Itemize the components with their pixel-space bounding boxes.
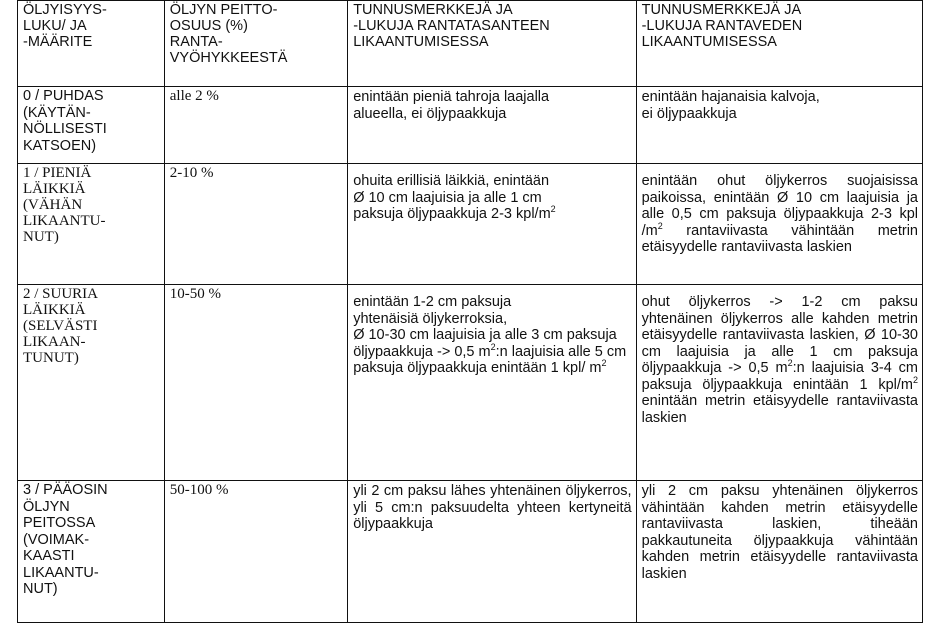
- superscript: 2: [601, 358, 607, 368]
- class-cell: 2 / SUURIA LÄIKKIÄ (SELVÄSTI LIKAAN- TUNUT): [18, 285, 165, 481]
- superscript: 2: [787, 358, 793, 368]
- shore-text-continued: :n laajuisia alle 5 cm paksuja öljypaakkuja enintään 1 kpl/ m: [353, 343, 627, 376]
- table-row: [18, 481, 923, 623]
- class-cell: 1 / PIENIÄ LÄIKKIÄ (VÄHÄN LIKAANTU- NUT): [18, 164, 165, 285]
- header-coverage: ÖLJYN PEITTO- OSUUS (%) RANTA- VYÖHYKKEESTÄ: [164, 1, 347, 87]
- header-oil-class: ÖLJYISYYS- LUKU/ JA -MÄÄRITE: [18, 1, 165, 87]
- header-shore-features: TUNNUSMERKKEJÄ JA -LUKUJA RANTATASANTEEN LIKAANTUMISESSA: [348, 1, 636, 87]
- class-cell: 0 / PUHDAS (KÄYTÄN- NÖLLISESTI KATSOEN): [18, 87, 165, 164]
- shore-cell: [348, 164, 636, 285]
- superscript: 2: [550, 204, 556, 214]
- water-text-end: enintään metrin etäisyydelle rantaviivasta laskien: [641, 393, 918, 426]
- coverage-cell: 50-100 %: [164, 481, 347, 623]
- water-text: ohut öljykerros -> 1-2 cm paksu yhtenäinen öljykerros alle kahden metrin etäisyydelle rantaviivasta laskien, Ø 10-30 cm laajuisia ja alle 1 cm paksuja öljypaakkuja -> 0,5 m: [641, 294, 918, 376]
- water-cell: enintään hajanaisia kalvoja, ei öljypaakkuja: [636, 87, 922, 164]
- water-cell: yli 2 cm paksu yhtenäinen öljykerros vähintään kahden metrin etäisyydelle rantaviivasta laskien, tiheään pakkautuneita öljypaakkuja vähintään kahden metrin etäisyydelle rantaviivasta laskien: [636, 481, 922, 623]
- water-cell: [636, 285, 922, 481]
- table-row: [18, 164, 923, 285]
- table-row: [18, 285, 923, 481]
- shore-text: ohuita erillisiä läikkiä, enintään Ø 10 cm laajuisia ja alle 1 cm paksuja öljypaakkuja 2-3 kpl/m: [353, 173, 551, 222]
- coverage-cell: alle 2 %: [164, 87, 347, 164]
- shore-cell: yli 2 cm paksu lähes yhtenäinen öljykerros, yli 5 cm:n paksuudelta yhteen kertyneitä öljypaakkuja: [348, 481, 636, 623]
- water-text-continued: :n laajuisia 3-4 cm paksuja öljypaakkuja enintään 1 kpl/m: [641, 360, 919, 393]
- coverage-cell: 2-10 %: [164, 164, 347, 285]
- oil-contamination-table: [17, 0, 923, 623]
- shore-text: enintään 1-2 cm paksuja yhtenäisiä öljykerroksia, Ø 10-30 cm laajuisia ja alle 3 cm paksuja öljypaakkuja -> 0,5 m: [353, 294, 617, 360]
- water-cell: [636, 164, 922, 285]
- water-text-continued: rantaviivasta vähintään metrin etäisyydelle rantaviivasta laskien: [641, 222, 918, 255]
- superscript: 2: [490, 341, 496, 352]
- water-text: enintään ohut öljykerros suojaisissa paikoissa, enintään Ø 10 cm laajuisia ja alle 0,5 cm paksuja öljypaakkuja 2-3 kpl /m: [641, 173, 918, 239]
- superscript: 2: [912, 374, 918, 385]
- header-water-features: TUNNUSMERKKEJÄ JA -LUKUJA RANTAVEDEN LIKAANTUMISESSA: [636, 1, 922, 87]
- shore-cell: enintään pieniä tahroja laajalla alueella, ei öljypaakkuja: [348, 87, 636, 164]
- table-header-row: [18, 1, 923, 87]
- coverage-cell: 10-50 %: [164, 285, 347, 481]
- table-row: [18, 87, 923, 164]
- class-cell: 3 / PÄÄOSIN ÖLJYN PEITOSSA (VOIMAK- KAASTI LIKAANTU- NUT): [18, 481, 165, 623]
- superscript: 2: [657, 220, 663, 231]
- shore-cell: [348, 285, 636, 481]
